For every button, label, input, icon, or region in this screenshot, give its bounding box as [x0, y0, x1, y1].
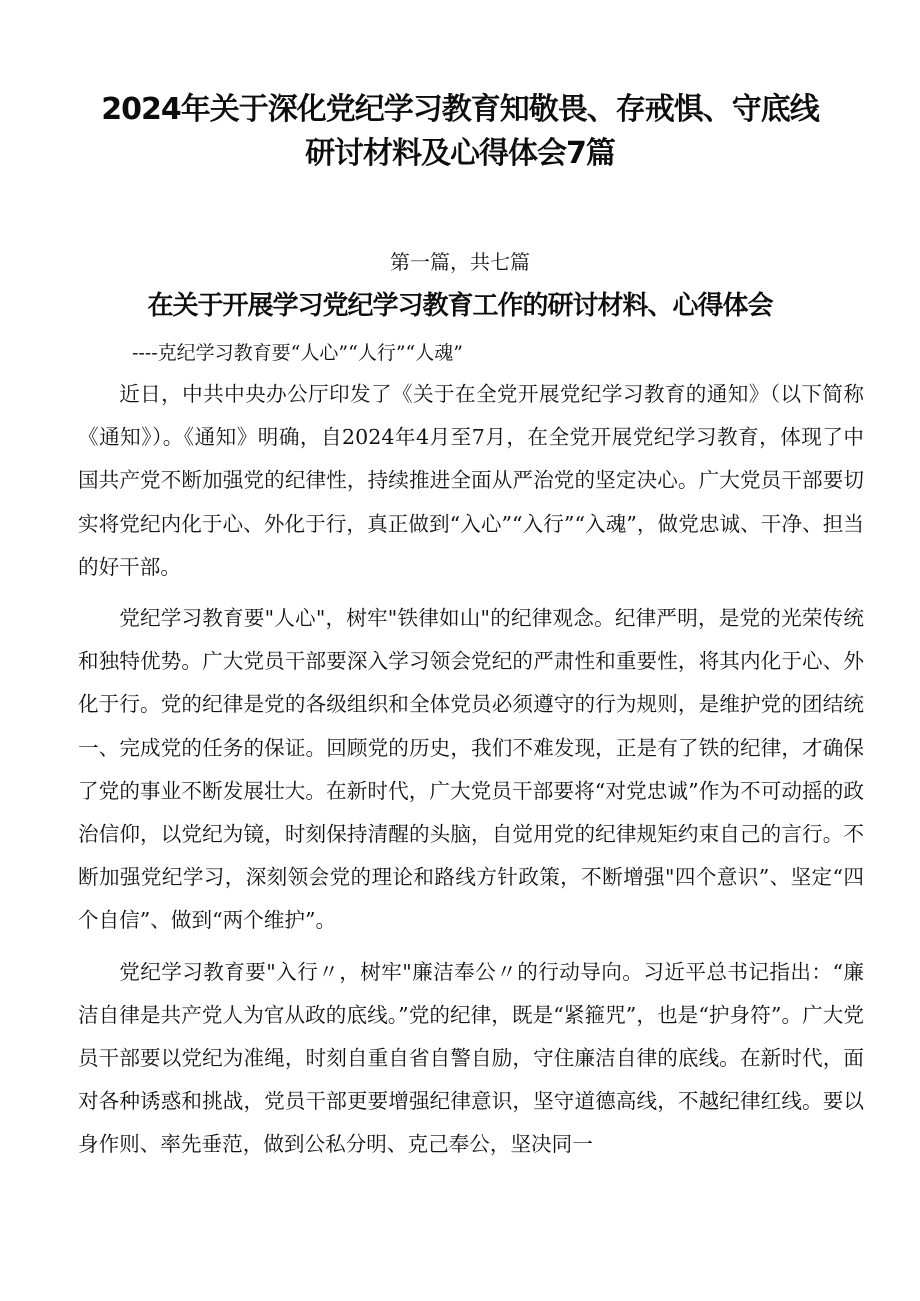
document-body — [78, 373, 864, 1167]
body-paragraph-3: 党纪学习教育要"入行〃，树牢"廉洁奉公〃的行动导向。习近平总书记指出：“廉洁自律是共产党人为官从政的底线。”党的纪律，既是“紧箍咒”，也是“护身符”。广大党员干部要以党纪为准绳，时刻自重自省自警自励，守住廉洁自律的底线。在新时代，面对各种诱惑和挑战，党员干部更要增强纪律意识，坚守道德高线，不越纪律红线。要以身作则、率先垂范，做到公私分明、克己奉公，坚决同一 — [78, 959, 864, 1157]
section-subtitle: ----克纪学习教育要“人心”“人行”“人魂” — [132, 342, 463, 364]
section-title: 在关于开展学习党纪学习教育工作的研讨材料、心得体会 — [147, 291, 773, 321]
part-label: 第一篇，共七篇 — [390, 250, 530, 274]
body-paragraph-2: 党纪学习教育要"人心"，树牢"铁律如山"的纪律观念。纪律严明，是党的光荣传统和独特优势。广大党员干部要深入学习领会党纪的严肃性和重要性，将其内化于心、外化于行。党的纪律是党的各级组织和全体党员必须遵守的行为规则，是维护党的团结统一、完成党的任务的保证。回顾党的历史，我们不难发现，正是有了铁的纪律，才确保了党的事业不断发展壮大。在新时代，广大党员干部要将“对党忠诚”作为不可动摇的政治信仰，以党纪为镜，时刻保持清醒的头脑，自觉用党的纪律规矩约束自己的言行。不断加强党纪学习，深刻领会党的理论和路线方针政策，不断增强"四个意识”、坚定“四个自信”、做到“两个维护”。 — [78, 606, 864, 933]
document-title: 2024年关于深化党纪学习教育知敬畏、存戒惧、守底线研讨材料及心得体会7篇 — [101, 92, 819, 171]
body-paragraph-1: 近日，中共中央办公厅印发了《关于在全党开展党纪学习教育的通知》（以下简称《通知》）。《通知》明确，自2024年4月至7月，在全党开展党纪学习教育，体现了中国共产党不断加强党的纪律性，持续推进全面从严治党的坚定决心。广大党员干部要切实将党纪内化于心、外化于行，真正做到“入心”“入行”“入魂”，做党忠诚、干净、担当的好干部。 — [78, 382, 864, 579]
